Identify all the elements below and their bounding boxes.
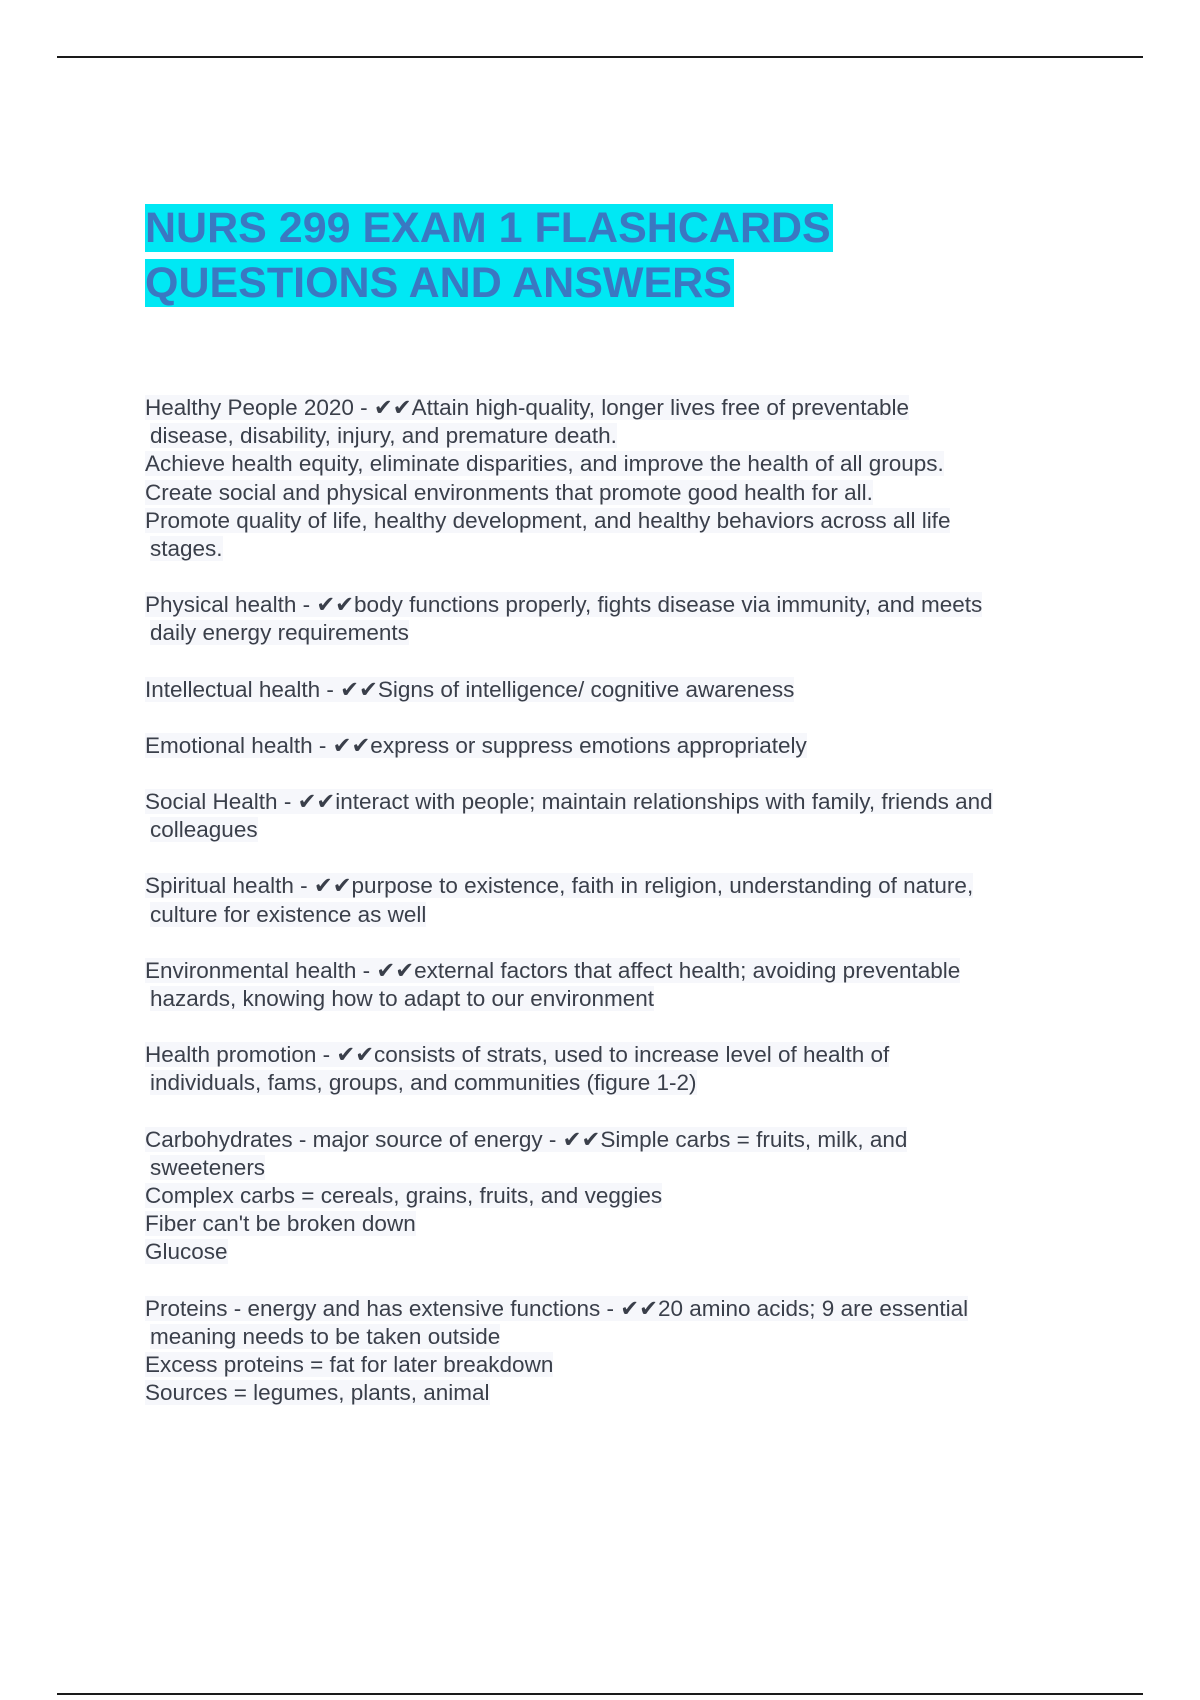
flashcard-line: Promote quality of life, healthy development, and healthy behaviors across all life <box>145 507 951 533</box>
flashcard-line: Proteins - energy and has extensive functions - ✔✔20 amino acids; 9 are essential <box>145 1295 969 1321</box>
flashcard-environmental-health <box>145 957 1090 1013</box>
flashcard-line: stages. <box>150 536 223 562</box>
document-title-line-1: NURS 299 EXAM 1 FLASHCARDS <box>145 204 831 252</box>
flashcard-line: Spiritual health - ✔✔purpose to existence, faith in religion, understanding of nature, <box>145 873 974 899</box>
flashcard-line: Complex carbs = cereals, grains, fruits, and veggies <box>145 1183 663 1209</box>
flashcard-line: Emotional health - ✔✔express or suppress emotions appropriately <box>145 732 807 758</box>
flashcard-list <box>145 394 1090 1435</box>
flashcard-line: Excess proteins = fat for later breakdown <box>145 1352 554 1378</box>
flashcard-line: meaning needs to be taken outside <box>150 1323 501 1349</box>
flashcard-line: Intellectual health - ✔✔Signs of intelligence/ cognitive awareness <box>145 676 795 702</box>
flashcard-line: Achieve health equity, eliminate disparities, and improve the health of all groups. <box>145 451 944 477</box>
flashcard-line: Sources = legumes, plants, animal <box>145 1380 490 1406</box>
flashcard-physical-health <box>145 591 1090 647</box>
flashcard-line: colleagues <box>150 817 258 843</box>
flashcard-line: individuals, fams, groups, and communities (figure 1-2) <box>150 1070 697 1096</box>
footer-rule <box>57 1693 1143 1695</box>
flashcard-line: Create social and physical environments that promote good health for all. <box>145 479 873 505</box>
flashcard-emotional-health <box>145 732 1090 760</box>
flashcard-healthy-people-2020 <box>145 394 1090 563</box>
flashcard-line: Physical health - ✔✔body functions properly, fights disease via immunity, and meets <box>145 592 983 618</box>
flashcard-proteins <box>145 1295 1090 1408</box>
flashcard-line: Healthy People 2020 - ✔✔Attain high-quality, longer lives free of preventable <box>145 395 909 420</box>
flashcard-social-health <box>145 788 1090 844</box>
document-title <box>145 201 833 311</box>
flashcard-line: culture for existence as well <box>150 901 427 927</box>
flashcard-line: sweeteners <box>150 1154 266 1180</box>
header-rule <box>57 56 1143 58</box>
flashcard-carbohydrates <box>145 1126 1090 1267</box>
flashcard-line: hazards, knowing how to adapt to our environment <box>150 986 655 1012</box>
flashcard-line: Environmental health - ✔✔external factors that affect health; avoiding preventable <box>145 957 961 983</box>
flashcard-intellectual-health <box>145 676 1090 704</box>
flashcard-line: disease, disability, injury, and premature death. <box>150 423 617 449</box>
flashcard-line: Fiber can't be broken down <box>145 1211 416 1237</box>
document-title-line-2: QUESTIONS AND ANSWERS <box>145 259 732 307</box>
flashcard-line: daily energy requirements <box>150 620 409 646</box>
flashcard-line: Glucose <box>145 1239 228 1265</box>
flashcard-health-promotion <box>145 1041 1090 1097</box>
flashcard-line: Social Health - ✔✔interact with people; maintain relationships with family, friends and <box>145 789 993 815</box>
flashcard-line: Health promotion - ✔✔consists of strats, used to increase level of health of <box>145 1042 890 1068</box>
flashcard-spiritual-health <box>145 872 1090 928</box>
flashcard-line: Carbohydrates - major source of energy - ✔✔Simple carbs = fruits, milk, and <box>145 1126 908 1152</box>
